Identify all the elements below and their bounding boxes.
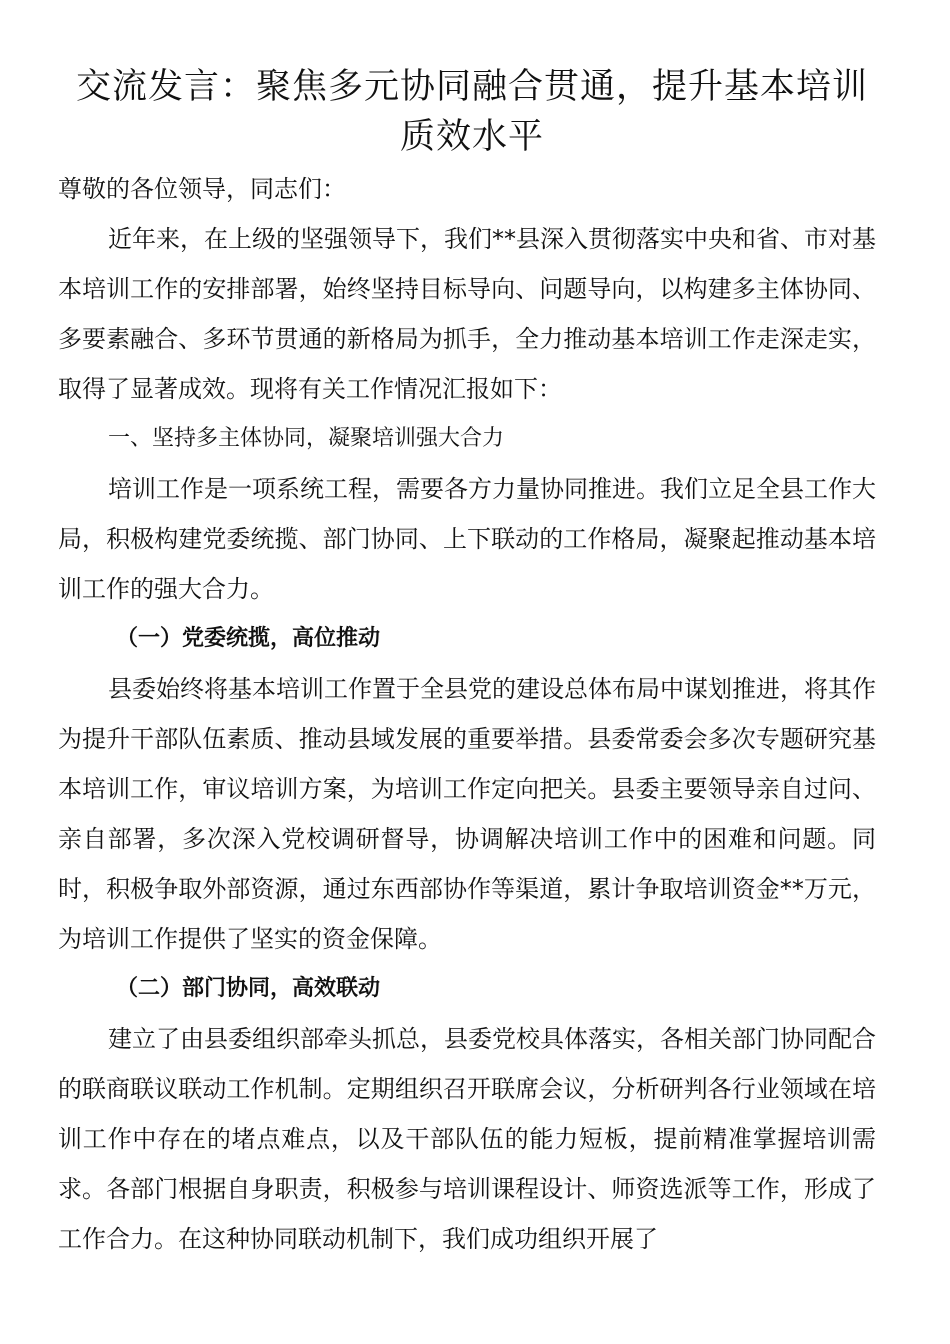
- subsection-2-heading: （二）部门协同，高效联动: [116, 976, 381, 1001]
- subsection-1-heading: （一）党委统揽，高位推动: [116, 626, 381, 651]
- subsection-2-paragraph: 建立了由县委组织部牵头抓总，县委党校具体落实，各相关部门协同配合的联商联议联动工作机制。定期组织召开联席会议，分析研判各行业领域在培训工作中存在的堵点难点，以及干部队伍的能力短板，提前精准掌握培训需求。各部门根据自身职责，积极参与培训课程设计、师资选派等工作，形成了工作合力。在这种协同联动机制下，我们成功组织开展了: [58, 1025, 876, 1253]
- intro-paragraph: 近年来，在上级的坚强领导下，我们**县深入贯彻落实中央和省、市对基本培训工作的安排部署，始终坚持目标导向、问题导向，以构建多主体协同、多要素融合、多环节贯通的新格局为抓手，全力推动基本培训工作走深走实，取得了显著成效。现将有关工作情况汇报如下：: [58, 225, 876, 403]
- section-1-heading: 一、坚持多主体协同，凝聚培训强大合力: [108, 426, 505, 451]
- section-1-paragraph: 培训工作是一项系统工程，需要各方力量协同推进。我们立足全县工作大局，积极构建党委统揽、部门协同、上下联动的工作格局，凝聚起推动基本培训工作的强大合力。: [58, 475, 876, 603]
- salutation: 尊敬的各位领导，同志们：: [58, 175, 346, 203]
- document-title: 交流发言：聚焦多元协同融合贯通，提升基本培训质效水平: [75, 67, 868, 157]
- subsection-1-paragraph: 县委始终将基本培训工作置于全县党的建设总体布局中谋划推进，将其作为提升干部队伍素质、推动县域发展的重要举措。县委常委会多次专题研究基本培训工作，审议培训方案，为培训工作定向把关。县委主要领导亲自过问、亲自部署，多次深入党校调研督导，协调解决培训工作中的困难和问题。同时，积极争取外部资源，通过东西部协作等渠道，累计争取培训资金**万元，为培训工作提供了坚实的资金保障。: [58, 675, 876, 953]
